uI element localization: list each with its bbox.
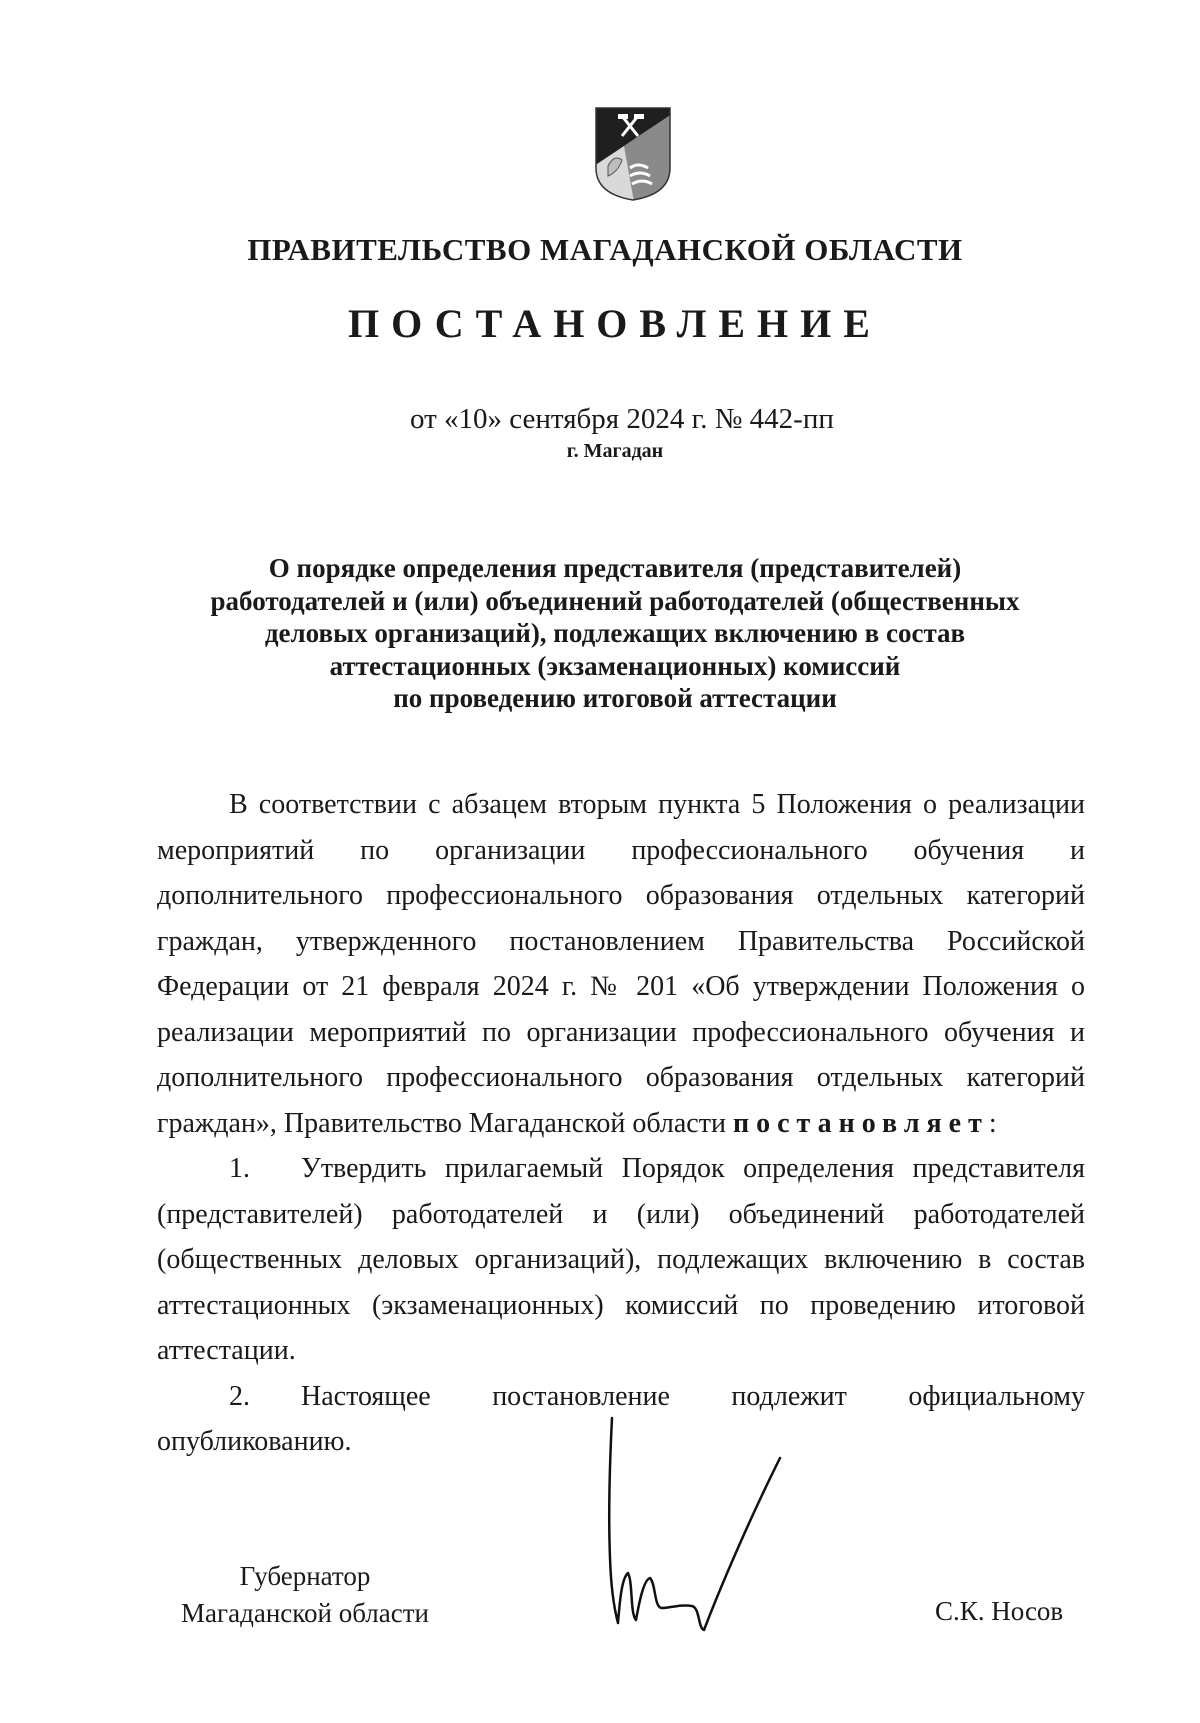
subject-line: деловых организаций), подлежащих включению в состав <box>264 618 966 648</box>
resolves-colon: : <box>988 1107 997 1139</box>
list-item <box>157 1146 1085 1374</box>
resolves-word: постановляет <box>732 1107 989 1139</box>
government-title: ПРАВИТЕЛЬСТВО МАГАДАНСКОЙ ОБЛАСТИ <box>247 232 963 267</box>
preamble-paragraph <box>157 782 1085 1146</box>
position-line: Губернатор <box>239 1561 371 1591</box>
document-type-title: ПОСТАНОВЛЕНИЕ <box>348 301 882 346</box>
date-and-number: от «10» сентября 2024 г. № 442-пп <box>410 403 834 435</box>
document-body <box>157 782 1085 1465</box>
position-line: Магаданской области <box>181 1598 429 1628</box>
item-text: Настоящее постановление подлежит официальному опубликованию. <box>157 1380 1085 1457</box>
subject-line: по проведению итоговой аттестации <box>393 683 837 713</box>
subject-line: О порядке определения представителя (представителей) <box>268 553 962 583</box>
signatory-position <box>160 1558 450 1632</box>
handwritten-signature-icon <box>600 1408 800 1638</box>
item-number: 2. <box>229 1380 250 1412</box>
signatory-name: С.К. Носов <box>935 1596 1064 1626</box>
item-text: Утвердить прилагаемый Порядок определения представителя (представителей) работодателей и (или) объединений работодателей (общественных деловых организаций), подлежащих включению в состав аттестационных (экзаменационных) комиссий по проведению итоговой аттестации. <box>157 1153 1085 1366</box>
item-number: 1. <box>229 1153 250 1184</box>
subject-line: работодателей и (или) объединений работодателей (общественных <box>210 585 1020 616</box>
subject-line: аттестационных (экзаменационных) комиссий <box>329 650 901 681</box>
coat-of-arms-icon <box>594 106 672 202</box>
preamble-text: В соответствии с абзацем вторым пункта 5 Положения о реализации мероприятий по организации профессионального обучения и дополнительного профессионального образования отдельных категорий граждан, утвержденного постановлением Правительства Российской Федерации от 21 февраля 2024 г. № 201 «Об утверждении Положения о реализации мероприятий по организации профессионального обучения и дополнительного профессионального образования отдельных категорий граждан», Правительство Магаданской области <box>157 789 1085 1139</box>
document-subject <box>160 552 1070 715</box>
city-label: г. Магадан <box>566 440 664 462</box>
